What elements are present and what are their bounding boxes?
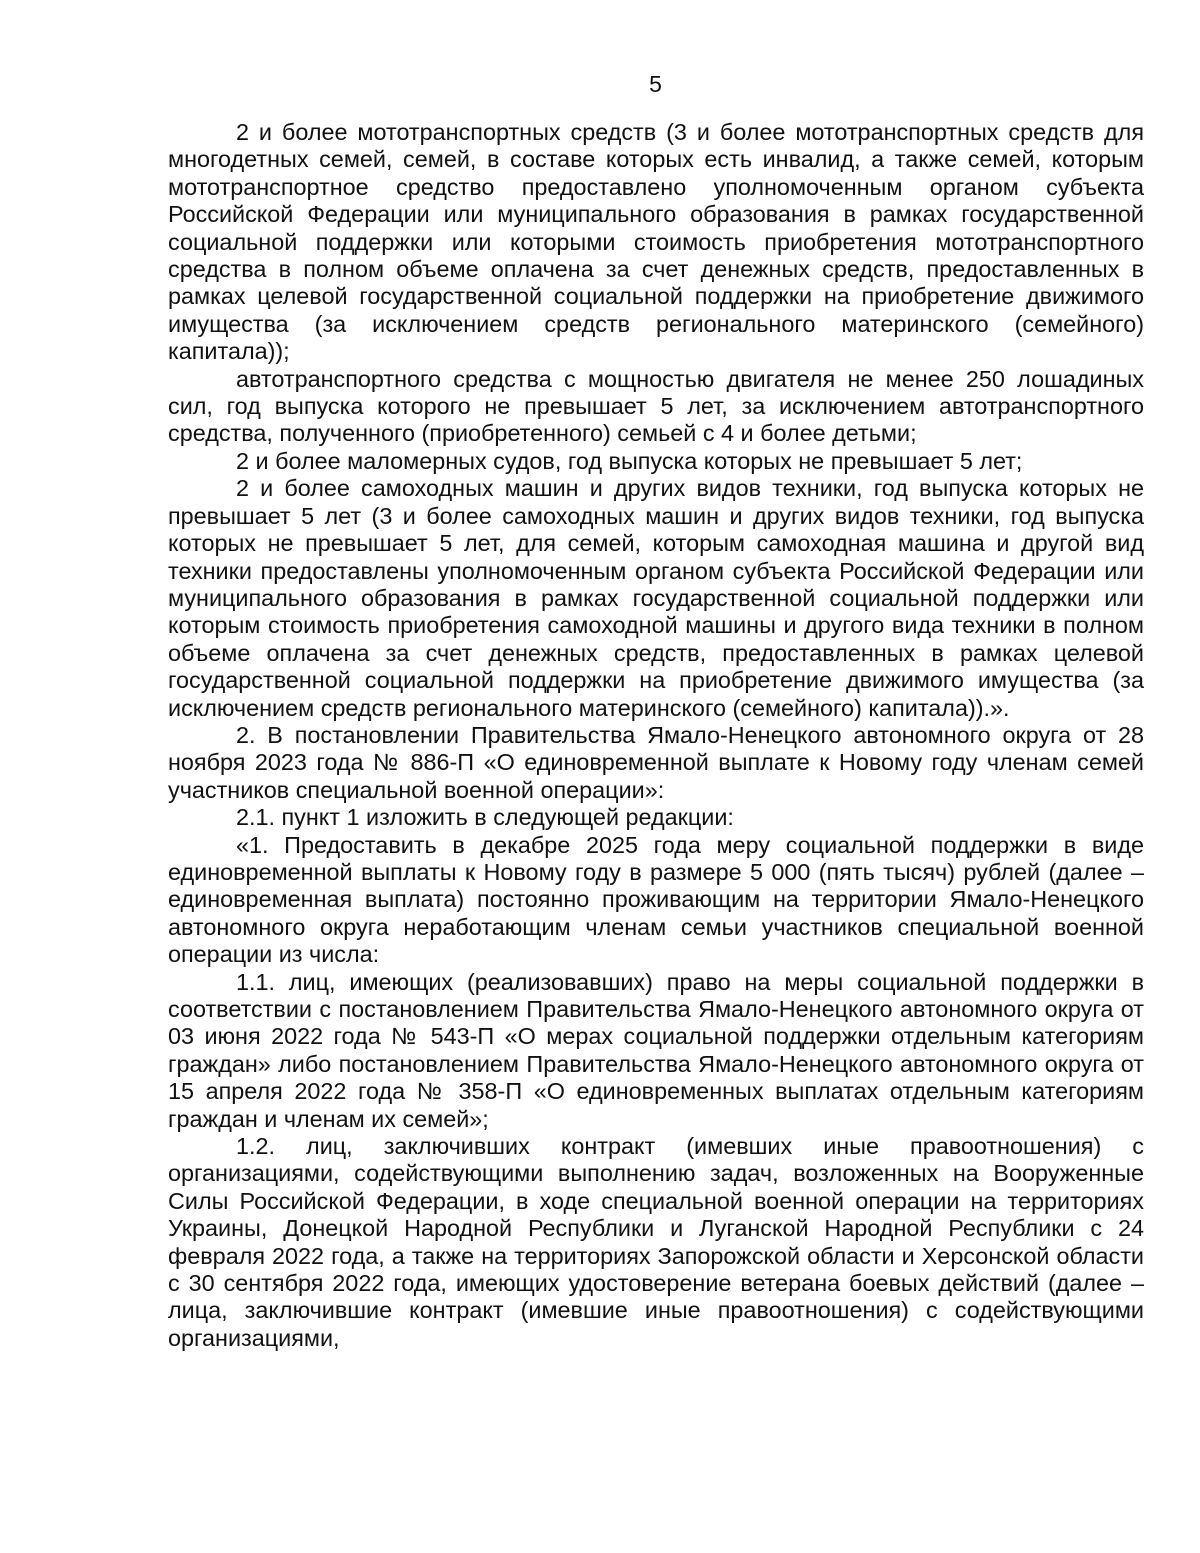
paragraph-small-vessels: 2 и более маломерных судов, год выпуска которых не превышает 5 лет; — [236, 447, 1023, 474]
paragraph-autotransport: автотранспортного средства с мощностью двигателя не менее 250 лошадиных сил, год выпуска которого не превышает 5 лет, за исключением автотранспортного средства, полученного (приобретенного) семьей с 4 и более детьми; — [168, 365, 1144, 447]
paragraph-item-2-1: 2.1. пункт 1 изложить в следующей редакции: — [236, 804, 734, 831]
paragraph-mototransport: 2 и более мототранспортных средств (3 и более мототранспортных средств для многодетных семей, семей, в составе которых есть инвалид, а также семей, которым мототранспортное средство предоставлено уполномоченным органом субъекта Российской Федерации или муниципального образования в рамках государственной социальной поддержки или которыми стоимость приобретения мототранспортного средства в полном объеме оплачена за счет денежных средств, предоставленных в рамках целевой государственной социальной поддержки на приобретение движимого имущества (за исключением средств регионального материнского (семейного) капитала)); — [168, 119, 1144, 365]
document-body — [168, 119, 1144, 1352]
paragraph-item-2: 2. В постановлении Правительства Ямало-Ненецкого автономного округа от 28 ноября 2023 года № 886-П «О единовременной выплате к Новому году членам семей участников специальной военной операции»: — [168, 721, 1144, 803]
paragraph-item-1-2: 1.2. лиц, заключивших контракт (имевших иные правоотношения) с организациями, содействующими выполнению задач, возложенных на Вооруженные Силы Российской Федерации, в ходе специальной военной операции на территориях Украины, Донецкой Народной Республики и Луганской Народной Республики с 24 февраля 2022 года, а также на территориях Запорожской области и Херсонской области с 30 сентября 2022 года, имеющих удостоверение ветерана боевых действий (далее – лица, заключившие контракт (имевшие иные правоотношения) с содействующими организациями, — [168, 1133, 1144, 1351]
paragraph-item-1-1: 1.1. лиц, имеющих (реализовавших) право на меры социальной поддержки в соответствии с постановлением Правительства Ямало-Ненецкого автономного округа от 03 июня 2022 года № 543-П «О мерах социальной поддержки отдельным категориям граждан» либо постановлением Правительства Ямало-Ненецкого автономного округа от 15 апреля 2022 года № 358-П «О единовременных выплатах отдельным категориям граждан и членам их семей»; — [168, 968, 1144, 1132]
paragraph-self-propelled-machines: 2 и более самоходных машин и других видов техники, год выпуска которых не превышает 5 лет (3 и более самоходных машин и других видов техники, год выпуска которых не превышает 5 лет, для семей, которым самоходная машина и другой вид техники предоставлены уполномоченным органом субъекта Российской Федерации или муниципального образования в рамках государственной социальной поддержки или которым стоимость приобретения самоходной машины и другого вида техники в полном объеме оплачена за счет денежных средств, предоставленных в рамках целевой государственной социальной поддержки на приобретение движимого имущества (за исключением средств регионального материнского (семейного) капитала)).». — [168, 475, 1144, 721]
page-number: 5 — [649, 71, 662, 97]
paragraph-new-item-1: «1. Предоставить в декабре 2025 года меру социальной поддержки в виде единовременной выплаты к Новому году в размере 5 000 (пять тысяч) рублей (далее – единовременная выплата) постоянно проживающим на территории Ямало-Ненецкого автономного округа неработающим членам семьи участников специальной военной операции из числа: — [168, 831, 1144, 968]
